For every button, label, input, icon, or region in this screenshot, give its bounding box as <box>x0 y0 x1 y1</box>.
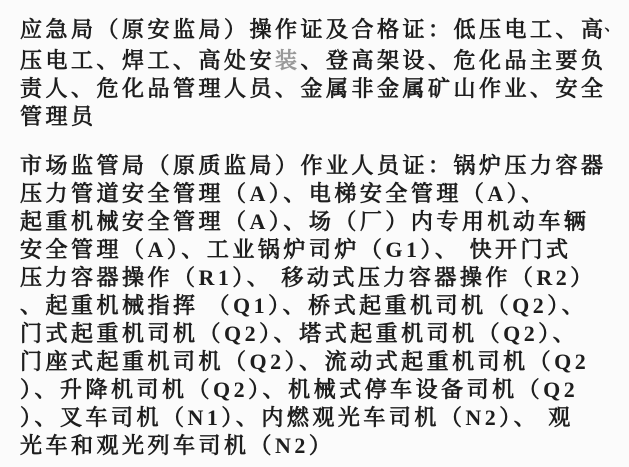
text-line: 压力管道安全管理（A）、电梯安全管理（A）、 <box>20 181 547 206</box>
text-line: 责人、危化品管理人员、金属非金属矿山作业、安全 <box>20 76 607 101</box>
text-line: 、起重机械指挥 （Q1）、桥式起重机司机（Q2）、 <box>20 293 588 318</box>
text-line <box>20 47 629 75</box>
text-line: 管理员 <box>20 104 97 129</box>
text-line: ）、叉车司机（N1）、内燃观光车司机（N2）、 观 <box>20 405 574 430</box>
line-text: 压电工、焊工、高处安 <box>20 48 276 73</box>
text-line: 起重机械安全管理（A）、场（厂）内专用机动车辆 <box>20 209 590 234</box>
line-text: 应急局（原安监局）操作证及合格证：低压电工、高 <box>20 17 607 42</box>
text-line: 光车和观光列车司机（N2） <box>20 433 335 458</box>
text-line: 安全管理（A）、工业锅炉司炉（G1）、 快开门式 <box>20 237 572 262</box>
paragraph-emergency-bureau <box>20 16 629 131</box>
clipped-punctuation-mark: 、 <box>604 18 620 34</box>
text-line: 市场监管局（原质监局）作业人员证：锅炉压力容器 <box>20 153 607 178</box>
text-line: 门座式起重机司机（Q2）、流动式起重机司机（Q2 <box>20 349 590 374</box>
paragraph-market-bureau <box>20 152 629 460</box>
text-line: ）、升降机司机（Q2）、机械式停车设备司机（Q2 <box>20 377 579 402</box>
line-text: 、登高架设、危化品主要负 <box>300 48 607 73</box>
text-line <box>20 16 629 47</box>
muted-character: 装 <box>275 48 301 73</box>
text-line: 门式起重机司机（Q2）、塔式起重机司机（Q2）、 <box>20 321 579 346</box>
text-line: 压力容器操作（R1）、 移动式压力容器操作（R2） <box>20 265 596 290</box>
